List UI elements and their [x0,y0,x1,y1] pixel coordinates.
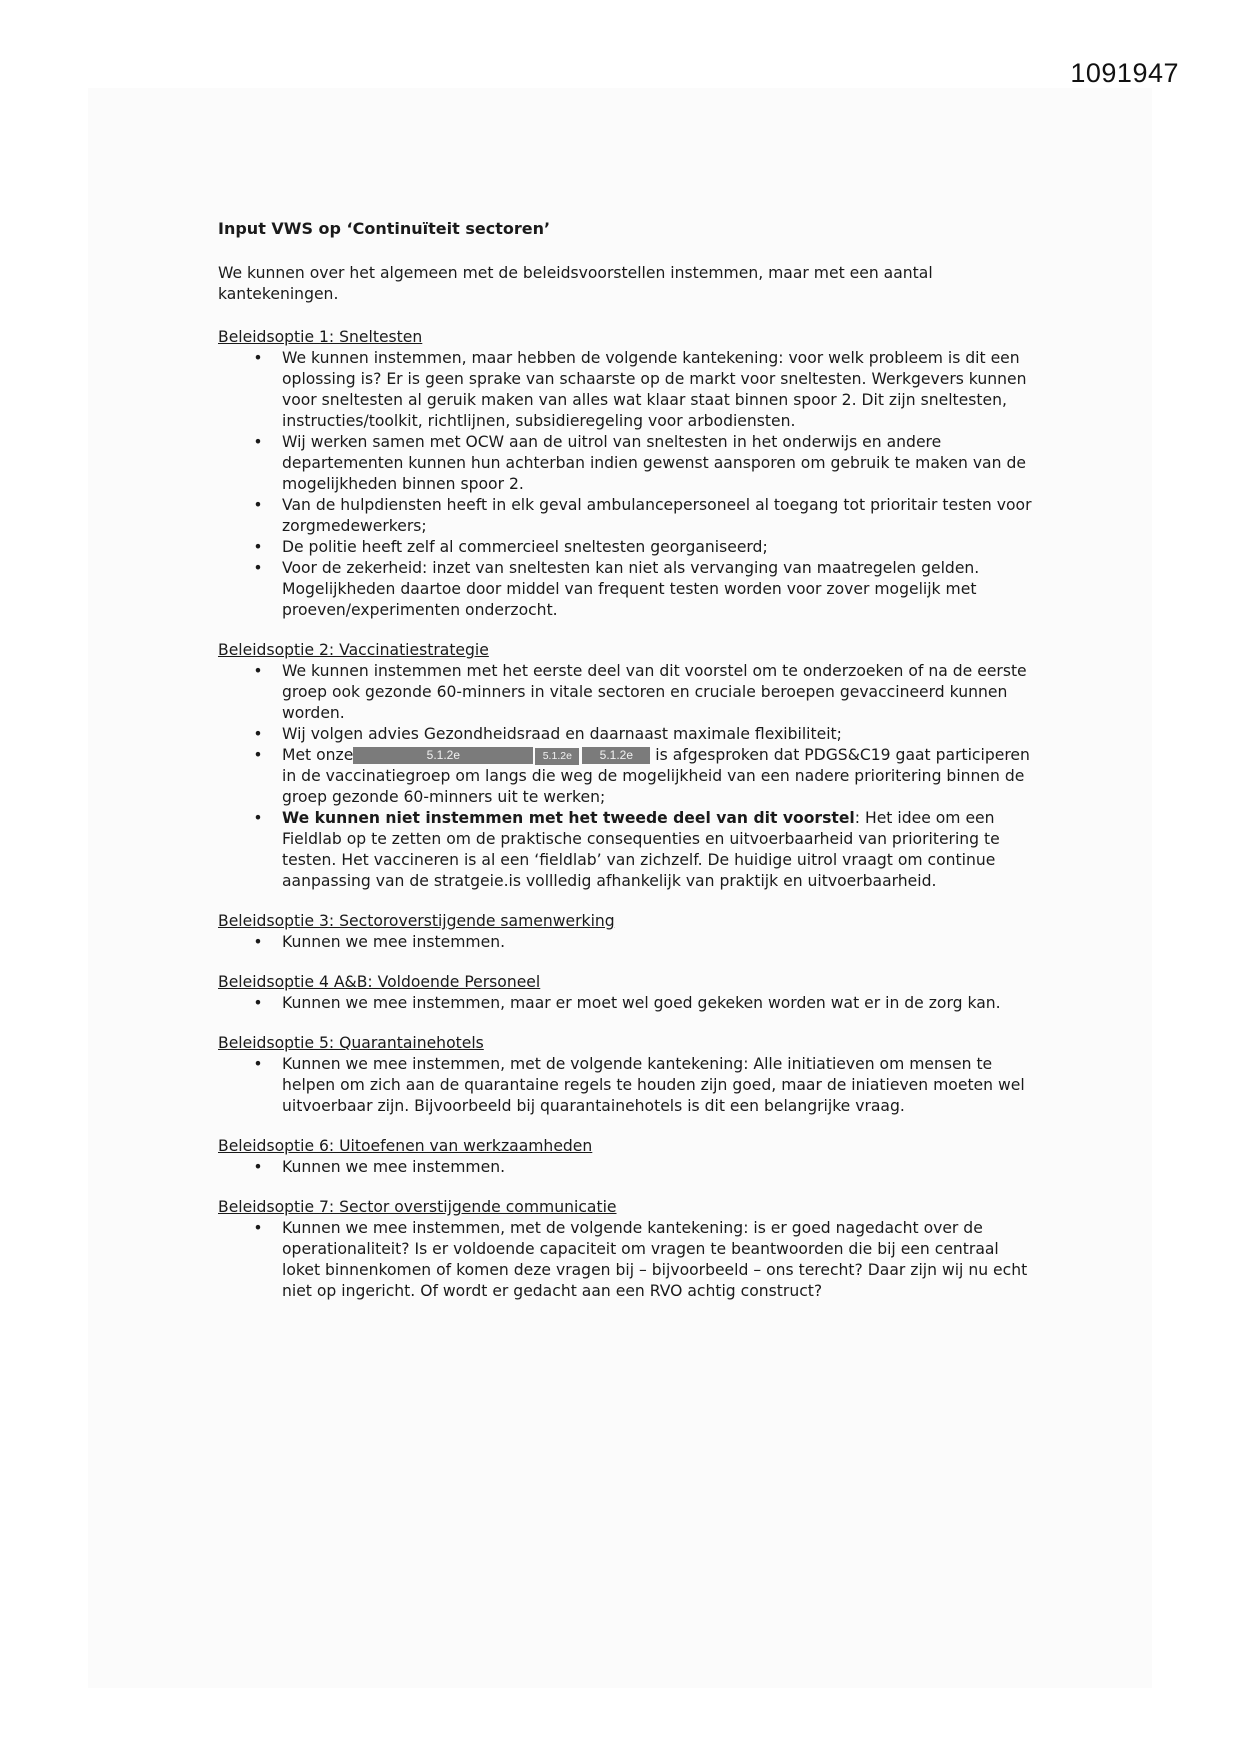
section-heading: Beleidsoptie 2: Vaccinatiestrategie [218,641,489,659]
redaction-box: 5.1.2e [582,747,650,764]
bullet-icon: • [253,349,263,367]
document-number: 1091947 [1070,58,1179,88]
bullet-icon: • [253,496,263,514]
list-item-text: We kunnen instemmen met het eerste deel van dit voorstel om te onderzoeken of na de eerste groep ook gezonde 60-minners in vitale sectoren en cruciale beroepen gevaccineerd kunnen worden. [282,662,1027,722]
section-heading: Beleidsoptie 3: Sectoroverstijgende samenwerking [218,912,615,930]
bullet-icon: • [253,994,263,1012]
list-item [218,537,1038,558]
list-item-text: De politie heeft zelf al commercieel sneltesten georganiseerd; [282,538,768,556]
section-beleidsoptie-6 [218,1136,1038,1178]
list-item-text: Wij werken samen met OCW aan de uitrol van sneltesten in het onderwijs en andere departementen kunnen hun achterban indien gewenst aansporen om gebruik te maken van de mogelijkheden binnen spoor 2. [282,433,1026,493]
document-title: Input VWS op ‘Continuïteit sectoren’ [218,219,551,238]
list-item-text: Kunnen we mee instemmen. [282,1158,506,1176]
list-item-text: is afgesproken dat PDGS&C19 gaat participeren in de vaccinatiegroep om langs die weg de mogelijkheid van een nadere prioritering binnen de groep gezonde 60-minners uit te werken; [282,746,1030,806]
bold-statement: We kunnen niet instemmen met het tweede deel van dit voorstel [282,809,855,827]
list-item [218,993,1038,1014]
section-heading: Beleidsoptie 7: Sector overstijgende communicatie [218,1198,617,1216]
list-item [218,1218,1038,1302]
list-item-text: Van de hulpdiensten heeft in elk geval ambulancepersoneel al toegang tot prioritair testen voor zorgmedewerkers; [282,496,1032,535]
bullet-icon: • [253,1055,263,1073]
list-item-text: Kunnen we mee instemmen, maar er moet wel goed gekeken worden wat er in de zorg kan. [282,994,1001,1012]
list-item [218,558,1038,621]
bullet-icon: • [253,725,263,743]
bullet-list [218,661,1038,892]
list-item-text: Met onze [282,746,354,764]
list-item-text: Kunnen we mee instemmen, met de volgende kantekening: is er goed nagedacht over de operationaliteit? Is er voldoende capaciteit om vragen te beantwoorden die bij een centraal loket binnenkomen of komen deze vragen bij – bijvoorbeeld – ons terecht? Daar zijn wij nu echt niet op ingericht. Of wordt er gedacht aan een RVO achtig construct? [282,1219,1028,1300]
bullet-icon: • [253,809,263,827]
section-heading: Beleidsoptie 6: Uitoefenen van werkzaamheden [218,1137,593,1155]
section-beleidsoptie-5 [218,1033,1038,1117]
bullet-list [218,1157,1038,1178]
section-beleidsoptie-1 [218,327,1038,621]
list-item-text: Kunnen we mee instemmen, met de volgende kantekening: Alle initiatieven om mensen te helpen om zich aan de quarantaine regels te houden zijn goed, maar de iniatieven moeten wel uitvoerbaar zijn. Bijvoorbeeld bij quarantainehotels is dit een belangrijke vraag. [282,1055,1025,1115]
redaction-box: 5.1.2e [353,747,533,764]
bullet-icon: • [253,559,263,577]
bullet-icon: • [253,538,263,556]
section-beleidsoptie-7 [218,1197,1038,1302]
list-item-text: : Het idee om een Fieldlab op te zetten om de praktische consequenties en uitvoerbaarheid van prioritering te testen. Het vaccineren is al een ‘fieldlab’ van zichzelf. De huidige uitrol vraagt om continue aanpassing van de stratgeie.is vollledig afhankelijk van praktijk en uitvoerbaarheid. [282,809,1000,890]
section-beleidsoptie-2 [218,640,1038,892]
bullet-list [218,932,1038,953]
document-body [218,218,1038,1321]
list-item [218,348,1038,432]
list-item [218,724,1038,745]
section-beleidsoptie-4 [218,972,1038,1014]
list-item [218,661,1038,724]
list-item [218,932,1038,953]
list-item [218,1054,1038,1117]
bullet-icon: • [253,662,263,680]
section-heading: Beleidsoptie 1: Sneltesten [218,328,423,346]
bullet-list [218,348,1038,621]
section-heading: Beleidsoptie 4 A&B: Voldoende Personeel [218,973,541,991]
bullet-icon: • [253,933,263,951]
list-item-text: We kunnen instemmen, maar hebben de volgende kantekening: voor welk probleem is dit een oplossing is? Er is geen sprake van schaarste op de markt voor sneltesten. Werkgevers kunnen voor sneltesten al geruik maken van alles wat klaar staat binnen spoor 2. Dit zijn sneltesten, instructies/toolkit, richtlijnen, subsidieregeling voor arbodiensten. [282,349,1027,430]
bullet-icon: • [253,1158,263,1176]
section-beleidsoptie-3 [218,911,1038,953]
list-item [218,495,1038,537]
bullet-icon: • [253,746,263,764]
bullet-list [218,993,1038,1014]
list-item-redacted [218,745,1038,808]
bullet-icon: • [253,1219,263,1237]
list-item [218,808,1038,892]
list-item-text: Wij volgen advies Gezondheidsraad en daarnaast maximale flexibiliteit; [282,725,842,743]
list-item-text: Kunnen we mee instemmen. [282,933,506,951]
section-heading: Beleidsoptie 5: Quarantainehotels [218,1034,484,1052]
list-item [218,1157,1038,1178]
bullet-list [218,1218,1038,1302]
list-item [218,432,1038,495]
redaction-box: 5.1.2e [535,748,579,765]
intro-paragraph: We kunnen over het algemeen met de beleidsvoorstellen instemmen, maar met een aantal kantekeningen. [218,264,933,303]
bullet-icon: • [253,433,263,451]
list-item-text: Voor de zekerheid: inzet van sneltesten kan niet als vervanging van maatregelen gelden. Mogelijkheden daartoe door middel van frequent testen worden voor zover mogelijk met proeven/experimenten onderzocht. [282,559,980,619]
bullet-list [218,1054,1038,1117]
